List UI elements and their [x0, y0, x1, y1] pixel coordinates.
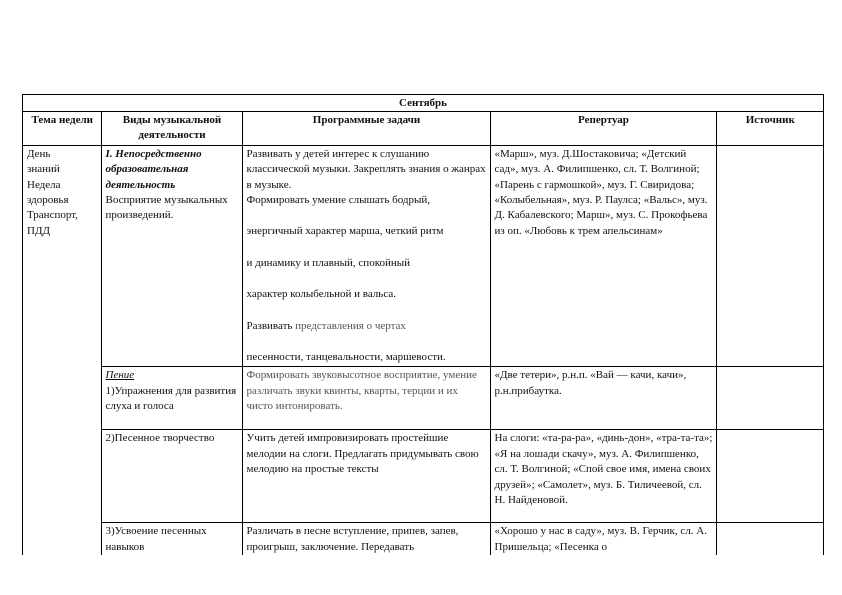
activity-title: I. Непосредственно образовательная деятельность [105, 147, 202, 191]
source-cell [716, 430, 823, 523]
repertoire-cell: «Две тетери», р.н.п. «Вай — качи, качи», р.н.прибаутка. [490, 367, 716, 430]
activity-cell [101, 367, 242, 430]
activity-cell: 2)Песенное творчество [101, 430, 242, 523]
activity-cell: 3)Усвоение песенных навыков [101, 523, 242, 555]
task-text: Развивать у детей интерес к слушанию классической музыки. Закреплять знания о жанрах в музыке. [246, 147, 486, 191]
tasks-cell: Различать в песне вступление, припев, запев, проигрыш, заключение. Передавать [242, 523, 490, 555]
month-title: Сентябрь [23, 95, 823, 112]
activity-cell [101, 145, 242, 367]
activity-subtitle: 1)Упражнения для развития слуха и голоса [105, 384, 237, 413]
repertoire-cell: «Марш», муз. Д.Шостаковича; «Детский сад», муз. А. Филипшенко, сл. Т. Волгиной; «Парень с гармошкой», муз. Г. Свиридова; «Колыбельная», муз. Р. Паулса; «Вальс», муз. Д. Кабалевского; Марш», муз. С. Прокофьева из оп. «Любовь к трем апельсинам» [490, 145, 716, 367]
table-row [23, 430, 823, 523]
topic-line: Недела [27, 178, 61, 191]
table-row [23, 367, 823, 430]
header-source: Источник [716, 112, 823, 146]
task-text [247, 319, 487, 334]
repertoire-cell: На слоги: «та-ра-ра», «динь-дон», «тра-та-та»; «Я на лошади скачу», муз. А. Филипшенко, сл. Т. Волгиной; «Спой свое имя, имена своих друзей»; «Самолет», муз. Б. Тиличеевой, сл. Н. Найденовой. [490, 430, 716, 523]
topic-line: знаний [27, 163, 60, 176]
task-text: и динамику и плавный, спокойный [246, 256, 411, 269]
task-text: энергичный характер марша, четкий ритм [246, 225, 444, 238]
task-text: Формировать умение слышать бодрый, [246, 194, 431, 207]
header-row [23, 112, 823, 146]
tasks-cell: Учить детей импровизировать простейшие мелодии на слоги. Предлагать придумывать свою мелодию на простые тексты [242, 430, 490, 523]
topic-line: ПДД [27, 224, 50, 237]
plan-table-sheet [22, 94, 824, 555]
source-cell [716, 367, 823, 430]
source-cell [716, 523, 823, 555]
activity-subtitle: Восприятие музыкальных произведений. [105, 194, 228, 222]
month-row [23, 95, 823, 112]
plan-table [23, 95, 823, 555]
header-topic: Тема недели [23, 112, 101, 146]
tasks-cell: Формировать звуковысотное восприятие, умение различать звуки квинты, кварты, терции и их чисто интонировать. [242, 367, 490, 430]
task-verb: Развивать [246, 319, 293, 332]
header-tasks: Программные задачи [242, 112, 490, 146]
topic-cell [23, 145, 101, 555]
table-row [23, 523, 823, 555]
task-text: характер колыбельной и вальса. [246, 288, 396, 301]
header-activity: Виды музыкальной деятельности [101, 112, 242, 146]
topic-line: здоровья [27, 194, 69, 207]
repertoire-cell: «Хорошо у нас в саду», муз. В. Герчик, сл. А. Пришельца; «Песенка о [490, 523, 716, 555]
activity-title: Пение [105, 369, 135, 382]
topic-line: Транспорт, [27, 209, 78, 222]
task-text: песенности, танцевальности, маршевости. [246, 351, 446, 364]
table-row [23, 145, 823, 367]
task-rest: представления о чертах [292, 319, 406, 332]
source-cell [716, 145, 823, 367]
header-repertoire: Репертуар [490, 112, 716, 146]
topic-line: День [27, 147, 51, 160]
tasks-cell [242, 145, 490, 367]
